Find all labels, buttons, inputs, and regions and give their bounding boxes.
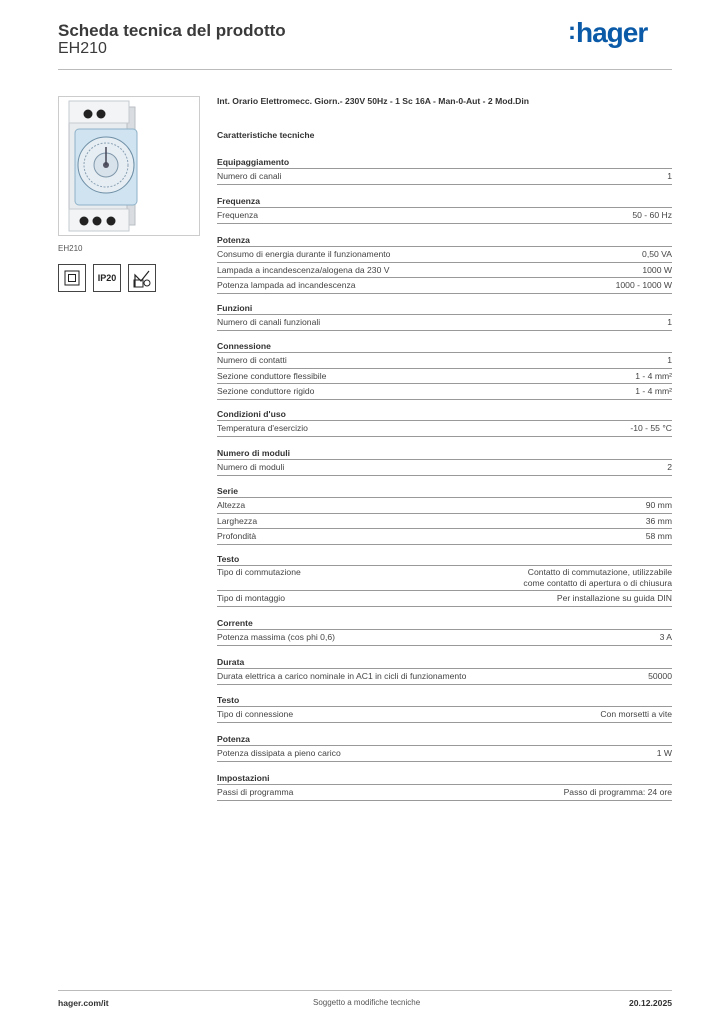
spec-section [217,694,672,723]
spec-value: Contatto di commutazione, utilizzabile come contatto di apertura o di chiusura [523,567,672,588]
spec-value: Passo di programma: 24 ore [563,787,672,797]
spec-row [217,630,672,646]
footer-divider [58,990,672,991]
spec-section [217,234,672,294]
spec-value: Per installazione su guida DIN [556,593,672,603]
section-title: Potenza [217,733,672,746]
spec-row [217,421,672,437]
spec-row [217,384,672,400]
spec-value: 58 mm [645,531,672,541]
spec-value: 1 [667,171,672,181]
spec-row [217,369,672,385]
section-title: Testo [217,694,672,707]
tech-spec-title: Caratteristiche tecniche [217,130,315,140]
spec-value: 90 mm [645,500,672,510]
spec-value: -10 - 55 °C [630,423,672,433]
hager-logo: :hager [568,17,648,48]
spec-value: 1 W [656,748,672,758]
spec-value: 1 - 4 mm² [635,386,672,396]
spec-label: Larghezza [217,515,258,526]
double-insulation-icon [58,264,86,292]
spec-row [217,278,672,294]
spec-row [217,514,672,530]
spec-row [217,669,672,685]
spec-row [217,529,672,545]
spec-label: Tipo di connessione [217,709,294,719]
spec-row [217,247,672,263]
section-title: Durata [217,656,672,669]
spec-value: 1 [667,317,672,327]
spec-section [217,156,672,185]
spec-label: Potenza dissipata a pieno carico [217,748,341,758]
spec-label: Passi di programma [217,787,294,797]
section-title: Testo [217,553,672,566]
spec-value: 50 - 60 Hz [632,210,672,220]
spec-row [217,746,672,762]
spec-label: Sezione conduttore flessibile [217,370,327,381]
spec-value: 1 - 4 mm² [635,370,672,381]
spec-label: Profondità [217,531,257,541]
spec-row [217,498,672,514]
section-title: Connessione [217,340,672,353]
product-code: EH210 [58,40,107,57]
spec-value: 50000 [648,671,672,681]
spec-section [217,733,672,762]
spec-section [217,656,672,685]
section-title: Funzioni [217,302,672,315]
spec-value: 3 A [659,632,672,642]
section-title: Equipaggiamento [217,156,672,169]
spec-label: Potenza massima (cos phi 0,6) [217,632,335,642]
footer-date: 20.12.2025 [629,998,673,1008]
spec-value: 2 [667,462,672,472]
spec-row [217,591,672,607]
spec-section [217,772,672,801]
spec-label: Frequenza [217,210,259,220]
spec-row [217,785,672,801]
spec-label: Potenza lampada ad incandescenza [217,280,356,290]
spec-section [217,195,672,224]
product-description: Int. Orario Elettromecc. Giorn.- 230V 50Hz - 1 Sc 16A - Man-0-Aut - 2 Mod.Din [217,96,529,106]
section-title: Serie [217,485,672,498]
section-title: Impostazioni [217,772,672,785]
footer-note: Soggetto a modifiche tecniche [313,998,421,1007]
spec-label: Sezione conduttore rigido [217,386,315,396]
spec-label: Numero di moduli [217,462,285,472]
spec-label: Tipo di commutazione [217,567,301,577]
spec-value: 1000 - 1000 W [615,280,672,290]
image-caption: EH210 [58,244,83,253]
spec-row [217,263,672,279]
spec-value: 36 mm [645,515,672,526]
spec-row [217,460,672,476]
spec-section [217,447,672,476]
certification-icons [58,264,156,292]
section-title: Numero di moduli [217,447,672,460]
spec-label: Consumo di energia durante il funzionamento [217,249,391,259]
header-divider [58,69,672,70]
section-title: Condizioni d'uso [217,408,672,421]
section-title: Frequenza [217,195,672,208]
spec-value: 0,50 VA [642,249,672,259]
spec-row [217,566,672,591]
spec-section [217,553,672,607]
section-title: Potenza [217,234,672,247]
section-title: Corrente [217,617,672,630]
spec-label: Durata elettrica a carico nominale in AC1 in cicli di funzionamento [217,671,467,681]
spec-row [217,353,672,369]
spec-label: Numero di canali [217,171,282,181]
spec-section [217,340,672,400]
spec-row [217,208,672,224]
spec-row [217,315,672,331]
mounting-icon [128,264,156,292]
page-title: Scheda tecnica del prodotto [58,21,286,40]
spec-label: Altezza [217,500,246,510]
spec-section [217,617,672,646]
product-image [58,96,200,236]
spec-label: Lampada a incandescenza/alogena da 230 V [217,264,390,275]
footer-website[interactable]: hager.com/it [58,998,109,1008]
spec-value: Con morsetti a vite [600,709,672,719]
spec-section [217,302,672,331]
spec-label: Numero di contatti [217,355,287,365]
spec-value: 1 [667,355,672,365]
spec-section [217,408,672,437]
ip20-icon: IP20 [93,264,121,292]
spec-label: Tipo di montaggio [217,593,285,603]
spec-row [217,169,672,185]
spec-section [217,485,672,545]
spec-row [217,707,672,723]
spec-label: Temperatura d'esercizio [217,423,308,433]
spec-value: 1000 W [642,264,672,275]
spec-label: Numero di canali funzionali [217,317,321,327]
